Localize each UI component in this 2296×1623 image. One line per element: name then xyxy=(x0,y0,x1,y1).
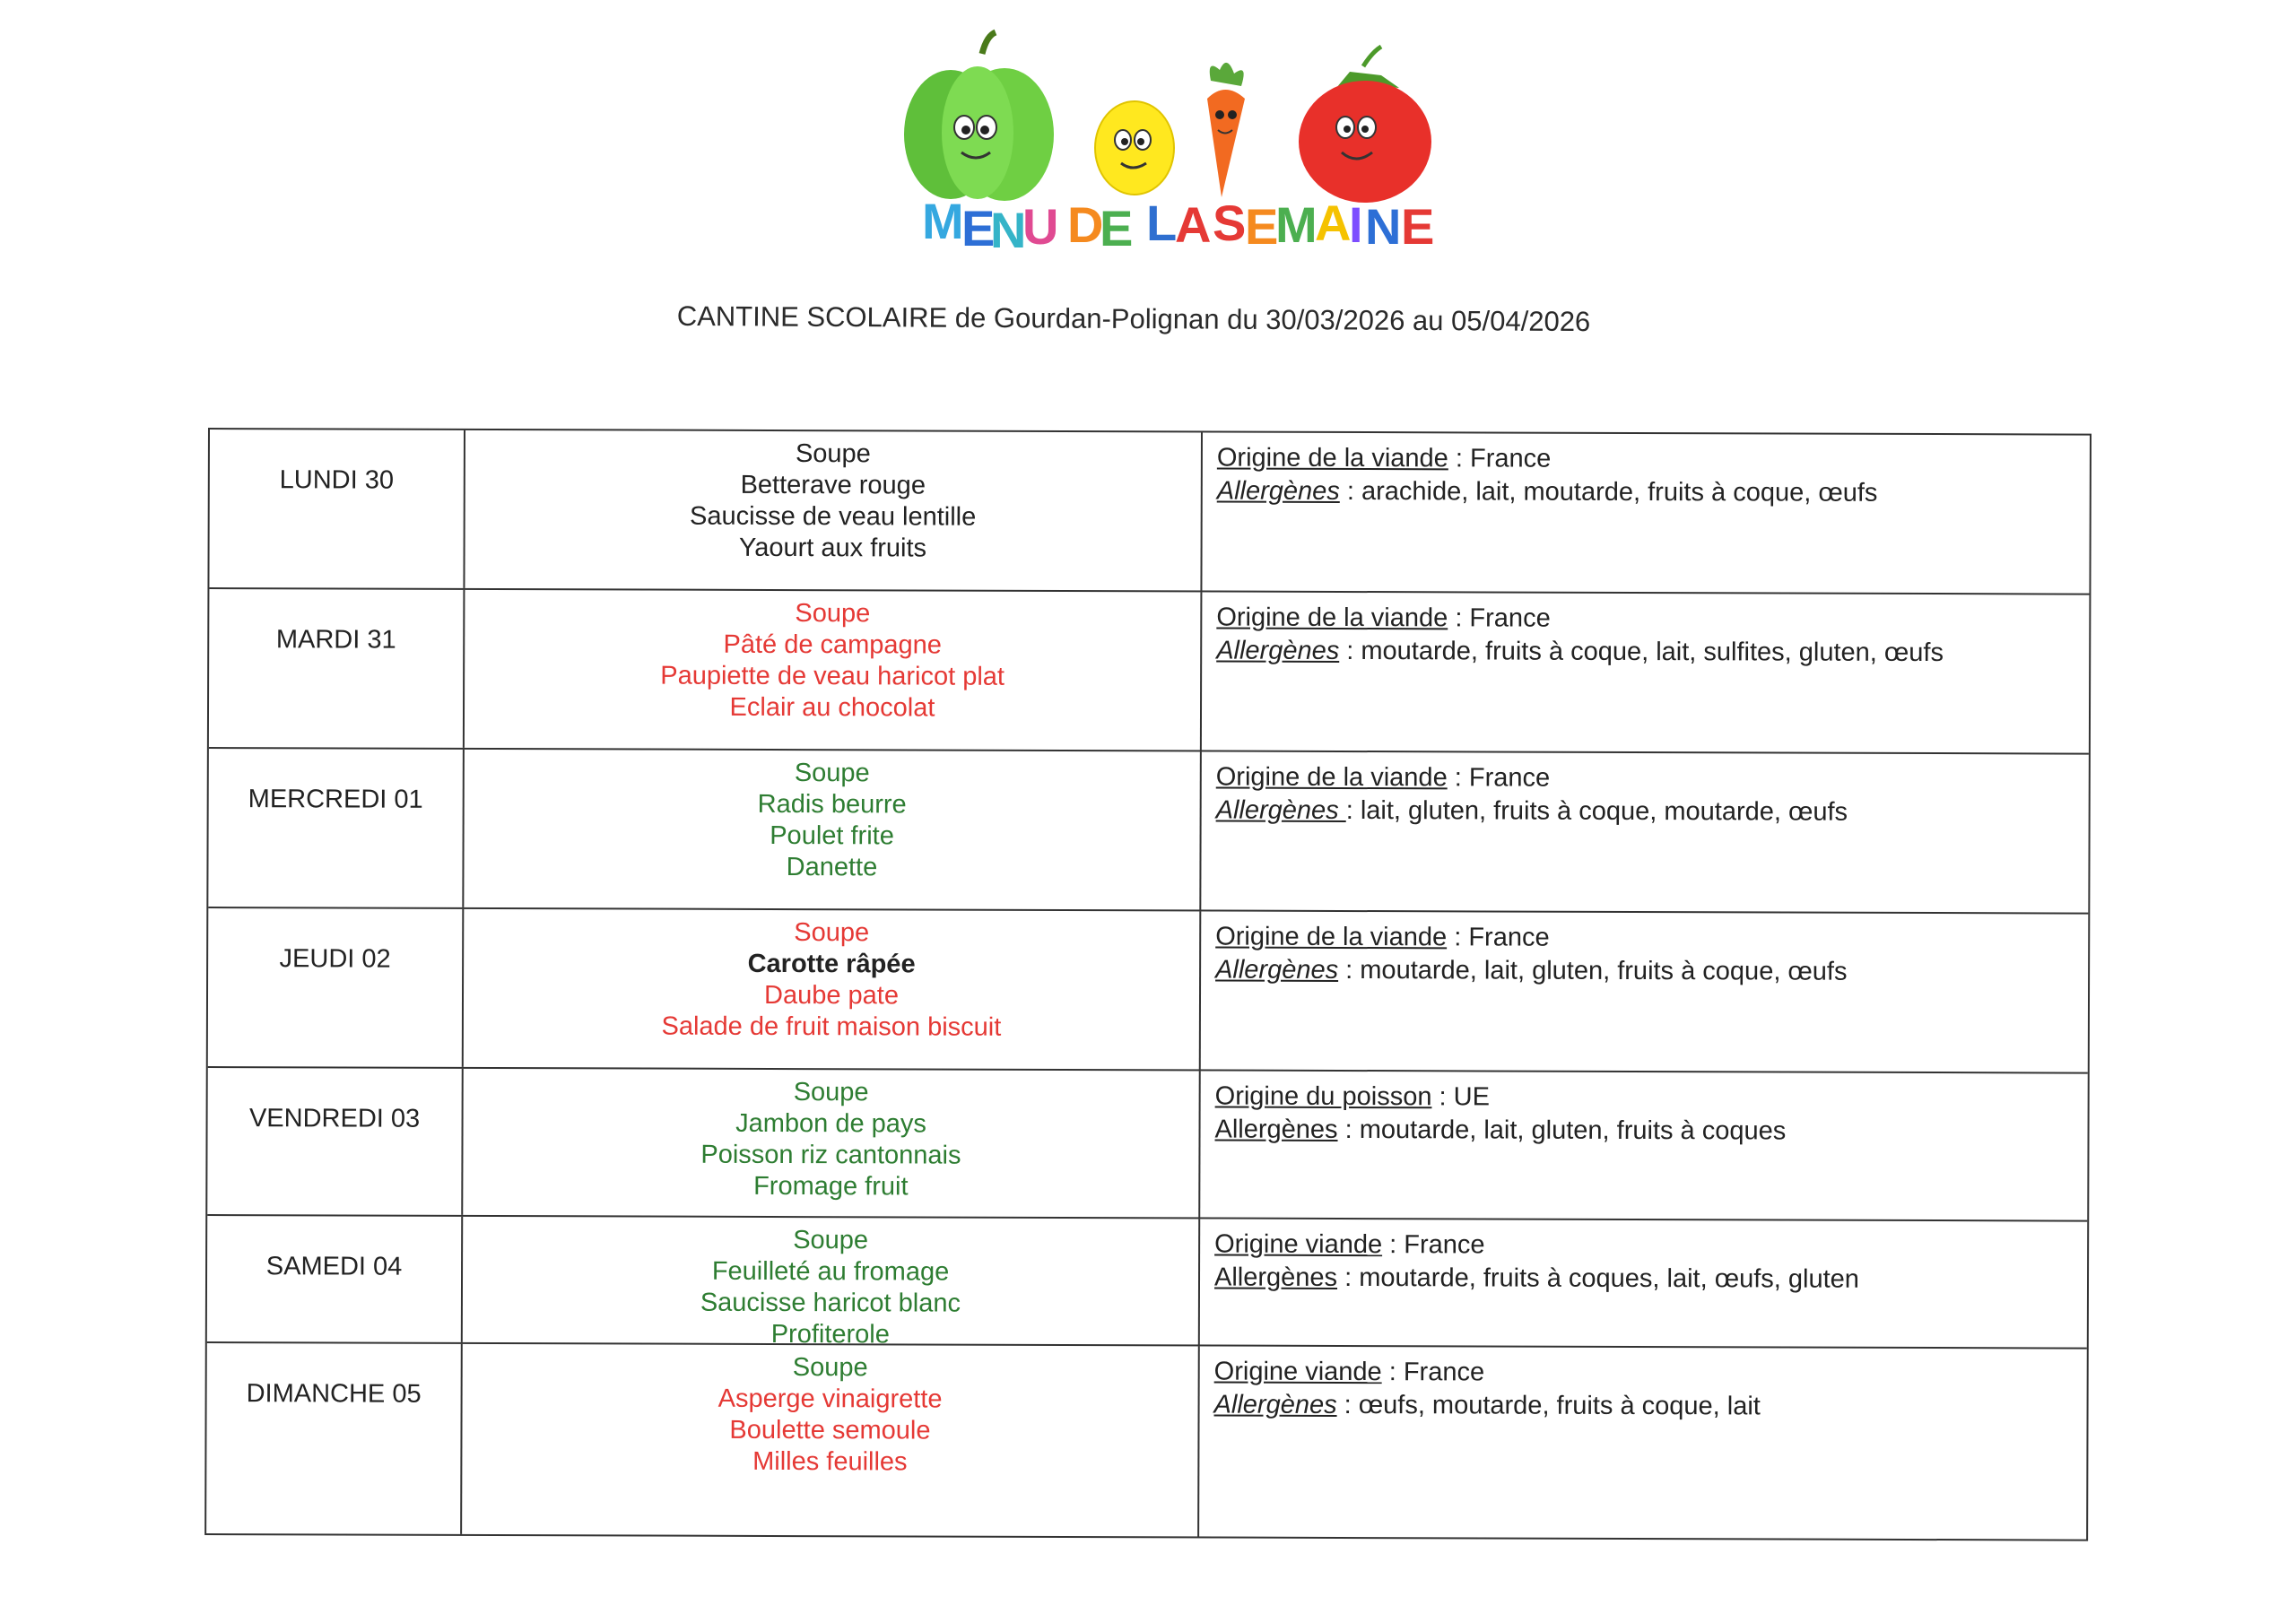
origin-value: : France xyxy=(1448,444,1552,473)
origin-label: Origine viande xyxy=(1213,1357,1382,1387)
dish-item: Soupe xyxy=(795,599,871,629)
dish-item: Jambon de pays xyxy=(735,1108,927,1139)
dish-item: Eclair au chocolat xyxy=(729,692,935,723)
allergens-label: Allergènes xyxy=(1215,955,1339,985)
origin-value: : France xyxy=(1381,1358,1485,1387)
menu-table xyxy=(204,428,2092,1541)
dish-item: Paupiette de veau haricot plat xyxy=(660,661,1005,691)
dish-item: Salade de fruit maison biscuit xyxy=(661,1011,1002,1042)
dish-item: Saucisse haricot blanc xyxy=(700,1288,961,1318)
logo-letter: N xyxy=(990,202,1027,258)
origin-value: : UE xyxy=(1431,1082,1491,1112)
dish-item: Saucisse de veau lentille xyxy=(690,501,977,532)
allergens-label: Allergènes xyxy=(1216,636,1340,665)
lemon-icon xyxy=(1095,101,1174,195)
dish-item: Soupe xyxy=(793,1226,869,1255)
info-cell xyxy=(1201,751,2089,912)
allergens-label: Allergènes xyxy=(1215,795,1346,825)
green-apple-icon xyxy=(904,32,1054,201)
info-cell xyxy=(1199,1346,2087,1539)
dish-item: Pâté de campagne xyxy=(723,629,943,660)
logo-letter: U xyxy=(1022,198,1059,255)
dish-item: Asperge vinaigrette xyxy=(718,1384,943,1414)
logo-letter: A xyxy=(1315,195,1352,251)
day-cell: MERCREDI 01 xyxy=(208,749,465,907)
logo-letter: M xyxy=(1275,196,1318,253)
day-cell: VENDREDI 03 xyxy=(207,1068,464,1215)
origin-value: : France xyxy=(1382,1230,1485,1260)
logo-letter: M xyxy=(922,193,964,249)
dishes-cell xyxy=(462,1344,1200,1537)
origin-value: : France xyxy=(1447,923,1550,952)
dish-item: Daube pate xyxy=(763,980,900,1011)
logo-letter: S xyxy=(1213,195,1247,251)
dish-item: Soupe xyxy=(795,439,871,469)
logo-letter: N xyxy=(1365,198,1402,255)
table-row xyxy=(209,430,2090,595)
allergens-label: Allergènes xyxy=(1214,1115,1338,1144)
dish-item: Feuilleté au fromage xyxy=(711,1256,950,1287)
logo-letter: E xyxy=(961,200,996,256)
logo-letter: D xyxy=(1067,196,1104,253)
allergens-value: : lait, gluten, fruits à coque, moutarde, œufs xyxy=(1345,795,1848,827)
menu-logo xyxy=(897,27,1444,269)
origin-value: : France xyxy=(1447,763,1551,793)
day-cell: DIMANCHE 05 xyxy=(206,1343,463,1534)
dish-item: Betterave rouge xyxy=(740,470,926,500)
dishes-cell xyxy=(464,909,1202,1070)
logo-letter: E xyxy=(1245,198,1279,255)
day-cell: JEUDI 02 xyxy=(208,908,465,1067)
table-row xyxy=(208,908,2089,1074)
dish-item: Profiterole xyxy=(770,1319,890,1350)
logo-letter: E xyxy=(1100,200,1134,256)
dish-item: Carotte râpée xyxy=(747,949,916,979)
allergens-value: : arachide, lait, moutarde, fruits à coque, œufs xyxy=(1339,476,1878,508)
allergens-value: : moutarde, lait, gluten, fruits à coques xyxy=(1337,1115,1787,1146)
origin-label: Origine de la viande xyxy=(1216,603,1448,633)
dishes-cell xyxy=(465,430,1203,591)
day-cell: MARDI 31 xyxy=(209,589,465,748)
table-row xyxy=(208,749,2089,915)
logo-letter: L xyxy=(1146,195,1178,251)
allergens-value: : moutarde, fruits à coques, lait, œufs, gluten xyxy=(1337,1263,1859,1294)
tomato-icon xyxy=(1299,47,1431,203)
dish-item: Soupe xyxy=(793,1078,869,1107)
dish-item: Boulette semoule xyxy=(729,1415,931,1445)
dishes-cell xyxy=(465,590,1203,751)
day-cell: SAMEDI 04 xyxy=(207,1216,463,1342)
logo-letter: I xyxy=(1349,196,1363,253)
origin-value: : France xyxy=(1448,603,1551,633)
dish-item: Fromage fruit xyxy=(753,1171,909,1202)
logo-text xyxy=(922,193,1434,258)
carrot-icon xyxy=(1207,63,1245,197)
dish-item: Soupe xyxy=(794,918,870,948)
info-cell xyxy=(1202,592,2090,752)
dish-item: Soupe xyxy=(792,1353,868,1383)
dish-item: Danette xyxy=(786,853,878,882)
origin-label: Origine viande xyxy=(1214,1229,1383,1260)
origin-label: Origine du poisson xyxy=(1214,1081,1432,1112)
table-row xyxy=(206,1343,2087,1540)
day-cell: LUNDI 30 xyxy=(209,430,465,588)
dishes-cell xyxy=(464,750,1202,910)
table-row xyxy=(207,1068,2088,1222)
origin-label: Origine de la viande xyxy=(1215,762,1448,793)
dish-item: Poulet frite xyxy=(770,820,894,851)
dish-item: Poisson riz cantonnais xyxy=(700,1140,961,1170)
logo-letter: E xyxy=(1401,198,1435,255)
logo-letter: A xyxy=(1175,196,1212,253)
allergens-value: : moutarde, lait, gluten, fruits à coque, œufs xyxy=(1338,955,1848,986)
info-cell xyxy=(1202,432,2090,593)
dishes-cell xyxy=(463,1217,1200,1350)
table-row xyxy=(209,589,2090,755)
dishes-cell xyxy=(463,1069,1201,1218)
dish-item: Radis beurre xyxy=(757,789,907,820)
allergens-value: : œufs, moutarde, fruits à coque, lait xyxy=(1336,1390,1761,1421)
page-title: CANTINE SCOLAIRE de Gourdan-Polignan du 30/03/2026 au 05/04/2026 xyxy=(676,299,1591,338)
allergens-value: : moutarde, fruits à coque, lait, sulfites, gluten, œufs xyxy=(1339,636,1944,668)
info-cell xyxy=(1201,911,2089,1072)
allergens-label: Allergènes xyxy=(1213,1390,1337,1419)
origin-label: Origine de la viande xyxy=(1216,443,1448,473)
dish-item: Soupe xyxy=(794,759,870,788)
table-row xyxy=(207,1216,2087,1350)
dish-item: Milles feuilles xyxy=(752,1446,908,1477)
origin-label: Origine de la viande xyxy=(1215,922,1448,952)
allergens-label: Allergènes xyxy=(1213,1263,1338,1292)
allergens-label: Allergènes xyxy=(1216,476,1340,506)
dish-item: Yaourt aux fruits xyxy=(739,533,927,563)
info-cell xyxy=(1200,1071,2088,1219)
info-cell xyxy=(1200,1219,2087,1347)
